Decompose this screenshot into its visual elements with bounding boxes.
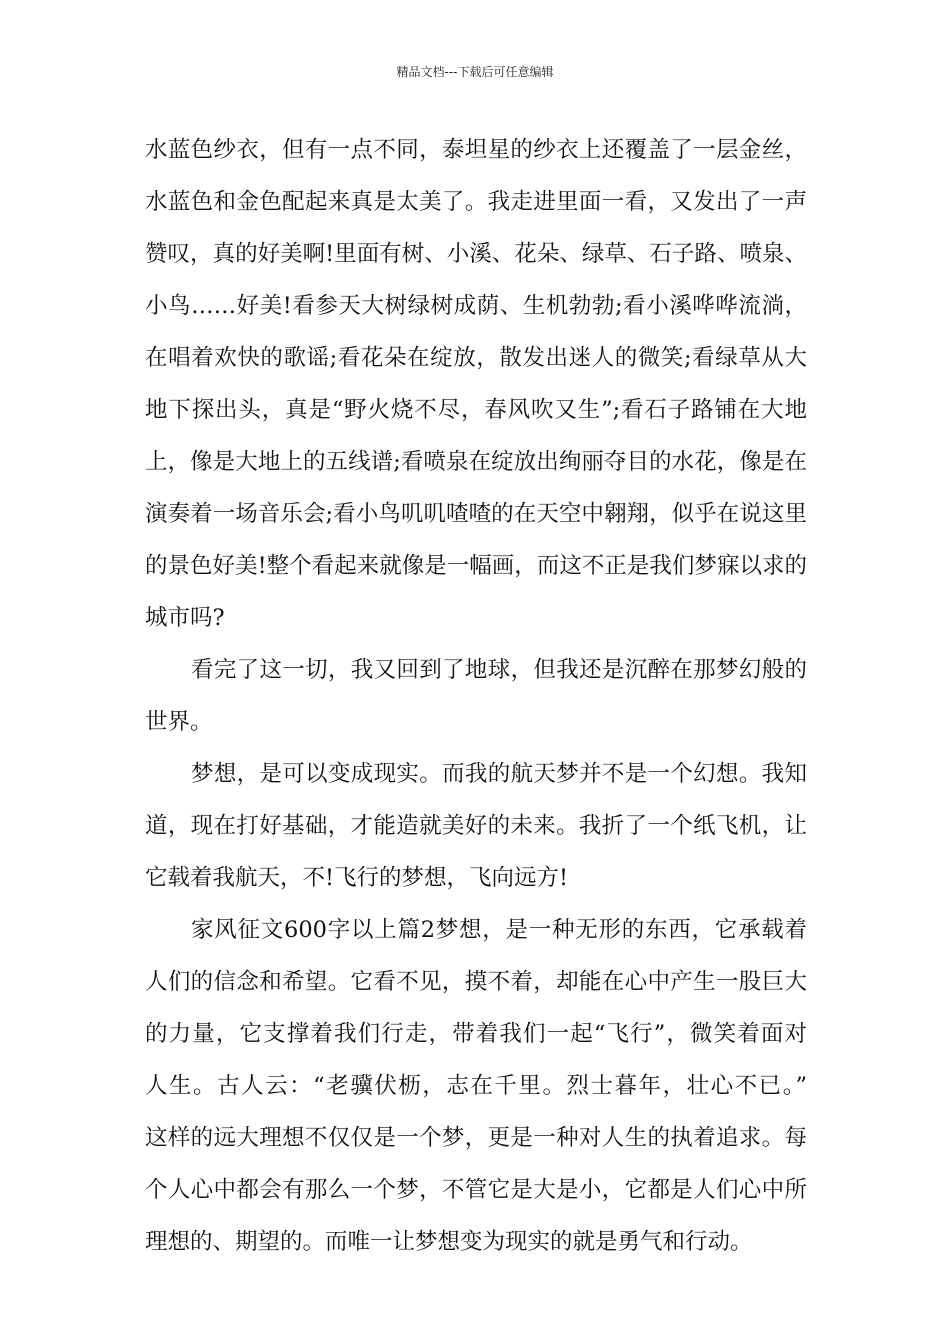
text-line: 水蓝色和金色配起来真是太美了。我走进里面一看，又发出了一声 xyxy=(145,189,807,215)
text-line: 家风征文600字以上篇2梦想，是一种无形的东西，它承载着 xyxy=(191,917,807,943)
paragraph-4 xyxy=(145,908,807,1272)
text-line: 的景色好美!整个看起来就像是一幅画，而这不正是我们梦寐以求的 xyxy=(145,553,807,579)
text-line: 演奏着一场音乐会;看小鸟叽叽喳喳的在天空中翱翔，似乎在说这里 xyxy=(145,501,807,527)
text-line: 地下探出头，真是“野火烧不尽，春风吹又生”;看石子路铺在大地 xyxy=(145,397,807,423)
page-header: 精品文档---下载后可任意编辑 xyxy=(396,65,554,79)
text-line: 人生。古人云：“老骥伏枥，志在千里。烈士暮年，壮心不已。” xyxy=(145,1073,807,1099)
text-line: 城市吗? xyxy=(145,605,225,631)
text-line: 赞叹，真的好美啊!里面有树、小溪、花朵、绿草、石子路、喷泉、 xyxy=(145,241,807,267)
text-line: 梦想，是可以变成现实。而我的航天梦并不是一个幻想。我知 xyxy=(191,761,807,787)
text-line: 世界。 xyxy=(145,709,213,735)
text-line: 个人心中都会有那么一个梦，不管它是大是小，它都是人们心中所 xyxy=(145,1177,807,1203)
text-line: 上，像是大地上的五线谱;看喷泉在绽放出绚丽夺目的水花，像是在 xyxy=(145,449,807,475)
text-line: 水蓝色纱衣，但有一点不同，泰坦星的纱衣上还覆盖了一层金丝， xyxy=(145,137,807,163)
text-line: 的力量，它支撑着我们行走，带着我们一起“飞行”，微笑着面对 xyxy=(145,1021,807,1047)
text-line: 小鸟……好美!看参天大树绿树成荫、生机勃勃;看小溪哗哗流淌， xyxy=(145,293,807,319)
document-body xyxy=(145,128,807,1272)
text-line: 在唱着欢快的歌谣;看花朵在绽放，散发出迷人的微笑;看绿草从大 xyxy=(145,345,807,371)
paragraph-3 xyxy=(145,752,807,908)
text-line: 看完了这一切，我又回到了地球，但我还是沉醉在那梦幻般的 xyxy=(191,657,807,683)
text-line: 理想的、期望的。而唯一让梦想变为现实的就是勇气和行动。 xyxy=(145,1229,753,1255)
paragraph-1 xyxy=(145,128,807,648)
text-line: 它载着我航天，不!飞行的梦想，飞向远方! xyxy=(145,865,569,891)
paragraph-2 xyxy=(145,648,807,752)
text-line: 道，现在打好基础，才能造就美好的未来。我折了一个纸飞机，让 xyxy=(145,813,807,839)
text-line: 这样的远大理想不仅仅是一个梦，更是一种对人生的执着追求。每 xyxy=(145,1125,807,1151)
text-line: 人们的信念和希望。它看不见，摸不着，却能在心中产生一股巨大 xyxy=(145,969,807,995)
